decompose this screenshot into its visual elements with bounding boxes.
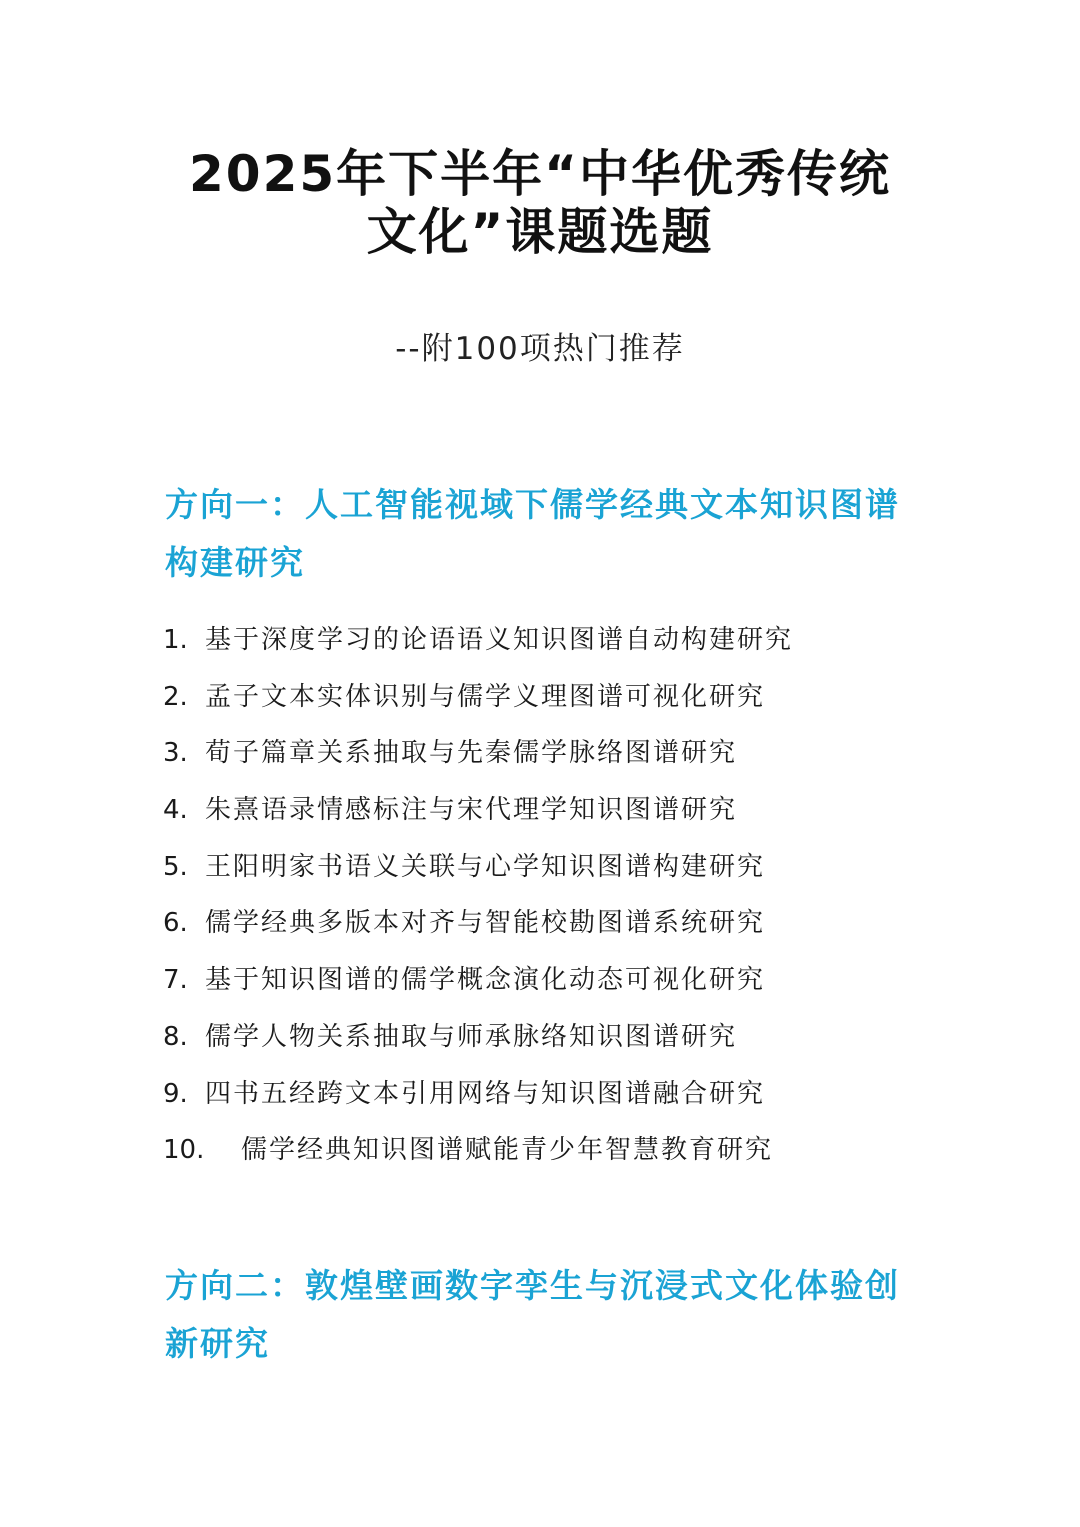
section-heading-2-line-1: 方向二：敦煌壁画数字孪生与沉浸式文化体验创 [165,1266,900,1305]
topic-text: 基于深度学习的论语语义知识图谱自动构建研究 [205,625,794,655]
topic-number: 3. [163,738,188,769]
topic-text: 儒学经典知识图谱赋能青少年智慧教育研究 [241,1135,774,1166]
topic-item [163,725,963,782]
topic-number: 4. [163,795,188,826]
topic-text: 四书五经跨文本引用网络与知识图谱融合研究 [205,1078,766,1109]
topic-item [163,952,963,1009]
topic-item [163,1066,963,1123]
topic-number: 1. [163,625,188,655]
topic-number: 5. [163,851,188,882]
topic-item [163,895,963,952]
section-heading-1 [165,476,935,592]
topic-item [163,1122,963,1179]
topic-number: 9. [163,1078,188,1109]
topic-text: 儒学人物关系抽取与师承脉络知识图谱研究 [205,1021,738,1052]
topic-number: 2. [163,681,188,712]
topic-text: 荀子篇章关系抽取与先秦儒学脉络图谱研究 [205,738,738,769]
section-heading-1-line-1: 方向一：人工智能视域下儒学经典文本知识图谱 [165,485,900,524]
section-heading-2-line-2: 新研究 [165,1324,270,1363]
topic-item [163,1009,963,1066]
topic-item [163,612,963,669]
topic-number: 8. [163,1021,188,1052]
topic-text: 王阳明家书语义关联与心学知识图谱构建研究 [205,851,766,882]
section-heading-2 [165,1257,935,1373]
topic-item [163,782,963,839]
topic-number: 7. [163,965,188,996]
topic-item [163,839,963,896]
section-heading-1-line-2: 构建研究 [165,543,305,582]
topic-list [163,612,963,1179]
topic-text: 基于知识图谱的儒学概念演化动态可视化研究 [205,965,766,996]
topic-item [163,669,963,726]
topic-number: 6. [163,908,188,939]
document-title-line-1: 2025年下半年“中华优秀传统 [188,145,892,203]
document-subtitle: --附100项热门推荐 [395,331,685,367]
document-title-line-2: 文化”课题选题 [366,203,714,261]
topic-number: 10. [163,1135,205,1166]
topic-text: 儒学经典多版本对齐与智能校勘图谱系统研究 [205,908,766,939]
topic-text: 朱熹语录情感标注与宋代理学知识图谱研究 [205,795,738,826]
topic-text: 孟子文本实体识别与儒学义理图谱可视化研究 [205,681,766,712]
